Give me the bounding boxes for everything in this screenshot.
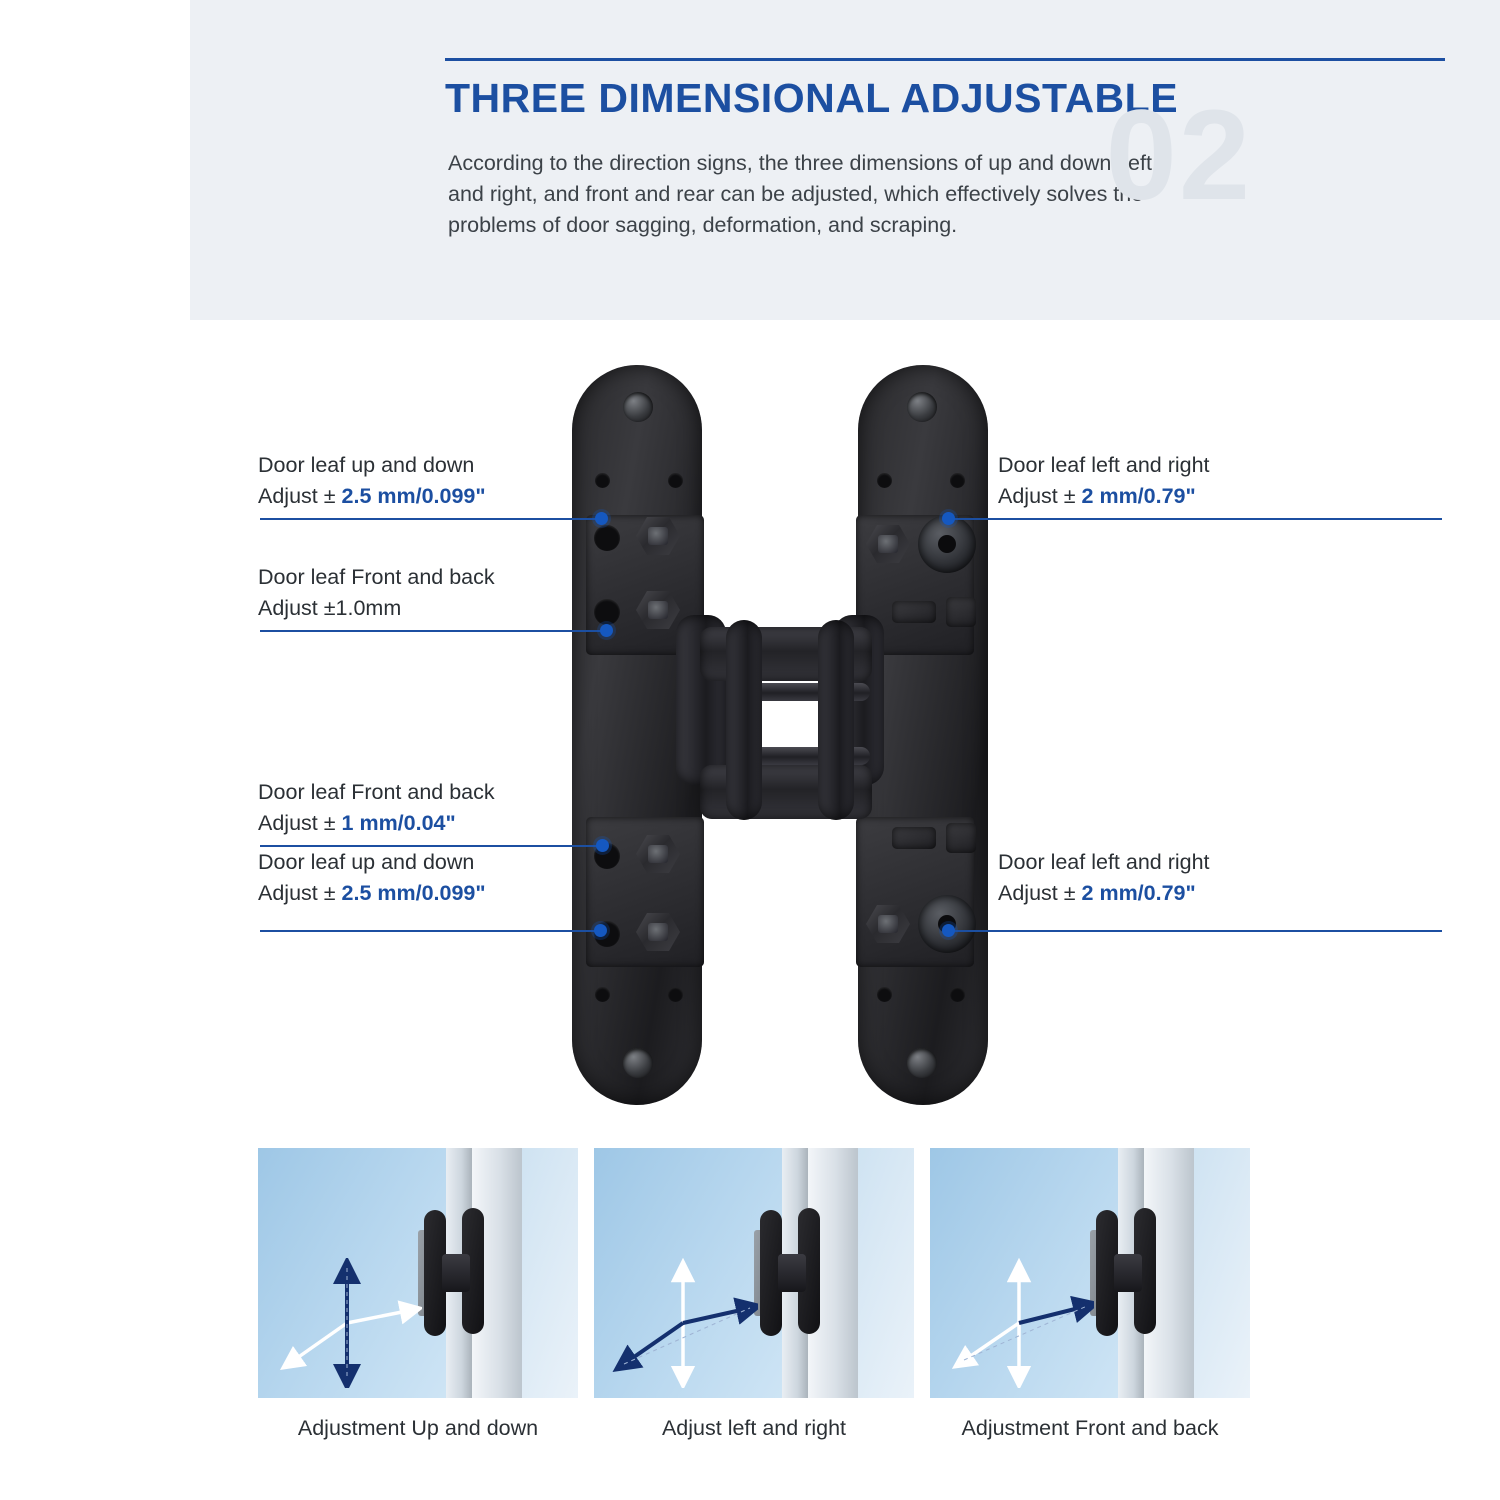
lead-dot	[942, 512, 955, 525]
center-pin-right	[818, 620, 854, 820]
mini-hinge-core	[442, 1254, 470, 1292]
wall	[858, 1148, 914, 1398]
lead-dot	[595, 512, 608, 525]
screw-hole	[907, 1048, 937, 1078]
callout-bottom-right-left-right	[998, 847, 1210, 909]
hinge-illustration	[550, 365, 1010, 1105]
callout-top-left-front-back	[258, 562, 495, 624]
adjust-port	[594, 525, 620, 551]
callout-value: 1 mm/0.04"	[341, 811, 456, 835]
mini-hinge	[754, 1208, 828, 1338]
wall	[522, 1148, 578, 1398]
photo-left-right	[594, 1148, 914, 1398]
step-number: 02	[1105, 84, 1252, 227]
slot	[892, 827, 936, 849]
card-caption: Adjustment Up and down	[297, 1416, 539, 1440]
screw-hole	[623, 1048, 653, 1078]
example-card-left-right	[594, 1148, 914, 1441]
screw-hole-small	[595, 473, 610, 488]
callout-label: Adjust ±	[998, 484, 1076, 508]
screw-hole-small	[950, 473, 965, 488]
screw-hole	[907, 392, 937, 422]
screw-hole-small	[950, 987, 965, 1002]
callout-line-1: Door leaf up and down	[258, 453, 475, 477]
card-caption: Adjust left and right	[661, 1416, 847, 1440]
slot	[946, 597, 976, 627]
screw-hole-small	[877, 987, 892, 1002]
header-band	[190, 0, 1500, 320]
header-description: According to the direction signs, the three dimensions of up and down, left and right, and front and rear can be adjusted, which effectively solves the problems of door sagging, deformation, and scraping.	[448, 151, 1152, 237]
slot	[946, 823, 976, 853]
callout-label: Adjust ±	[258, 484, 336, 508]
hinge-diagram	[190, 330, 1500, 1140]
callout-line-1: Door leaf left and right	[998, 850, 1210, 874]
photo-front-back	[930, 1148, 1250, 1398]
header-accent-rule	[445, 58, 1445, 61]
example-card-front-back	[930, 1148, 1250, 1441]
axis-arrows-depth	[944, 1258, 1094, 1388]
lead-line	[948, 930, 1442, 932]
center-pin-left	[726, 620, 762, 820]
mini-hinge-core	[778, 1254, 806, 1292]
lead-line	[260, 930, 604, 932]
callout-label: Adjust ±	[258, 811, 336, 835]
lead-dot	[600, 624, 613, 637]
callout-line-1: Door leaf Front and back	[258, 565, 495, 589]
callout-value: 2.5 mm/0.099"	[341, 484, 486, 508]
axis-arrows-horizontal	[608, 1258, 758, 1388]
slot	[892, 601, 936, 623]
mini-hinge	[418, 1208, 492, 1338]
screw-hole-small	[877, 473, 892, 488]
lead-line	[948, 518, 1442, 520]
callout-line-1: Door leaf left and right	[998, 453, 1210, 477]
lead-dot	[942, 924, 955, 937]
lead-line	[260, 630, 610, 632]
callout-bottom-left-up-down	[258, 847, 486, 909]
callout-line-1: Door leaf Front and back	[258, 780, 495, 804]
page-title: THREE DIMENSIONAL ADJUSTABLE	[445, 75, 1179, 121]
card-caption: Adjustment Front and back	[961, 1416, 1219, 1440]
mini-hinge-core	[1114, 1254, 1142, 1292]
wall	[1194, 1148, 1250, 1398]
adjustment-examples	[190, 1148, 1500, 1500]
screw-hole	[623, 392, 653, 422]
screw-hole-small	[595, 987, 610, 1002]
callout-value: 2 mm/0.79"	[1081, 484, 1196, 508]
adjust-port	[594, 599, 620, 625]
callout-label: Adjust ±	[998, 881, 1076, 905]
screw-hole-small	[668, 987, 683, 1002]
callout-line-1: Door leaf up and down	[258, 850, 475, 874]
photo-up-down	[258, 1148, 578, 1398]
callout-top-right-left-right	[998, 450, 1210, 512]
lead-dot	[594, 924, 607, 937]
lead-dot	[596, 839, 609, 852]
example-card-up-down	[258, 1148, 578, 1441]
callout-label: Adjust ±1.0mm	[258, 596, 402, 620]
callout-value: 2 mm/0.79"	[1081, 881, 1196, 905]
callout-value: 2.5 mm/0.099"	[341, 881, 486, 905]
screw-hole-small	[668, 473, 683, 488]
lead-line	[260, 518, 604, 520]
callout-label: Adjust ±	[258, 881, 336, 905]
callout-bottom-left-front-back	[258, 777, 495, 839]
callout-top-left-up-down	[258, 450, 486, 512]
axis-arrows-vertical	[272, 1258, 422, 1388]
mini-hinge	[1090, 1208, 1164, 1338]
